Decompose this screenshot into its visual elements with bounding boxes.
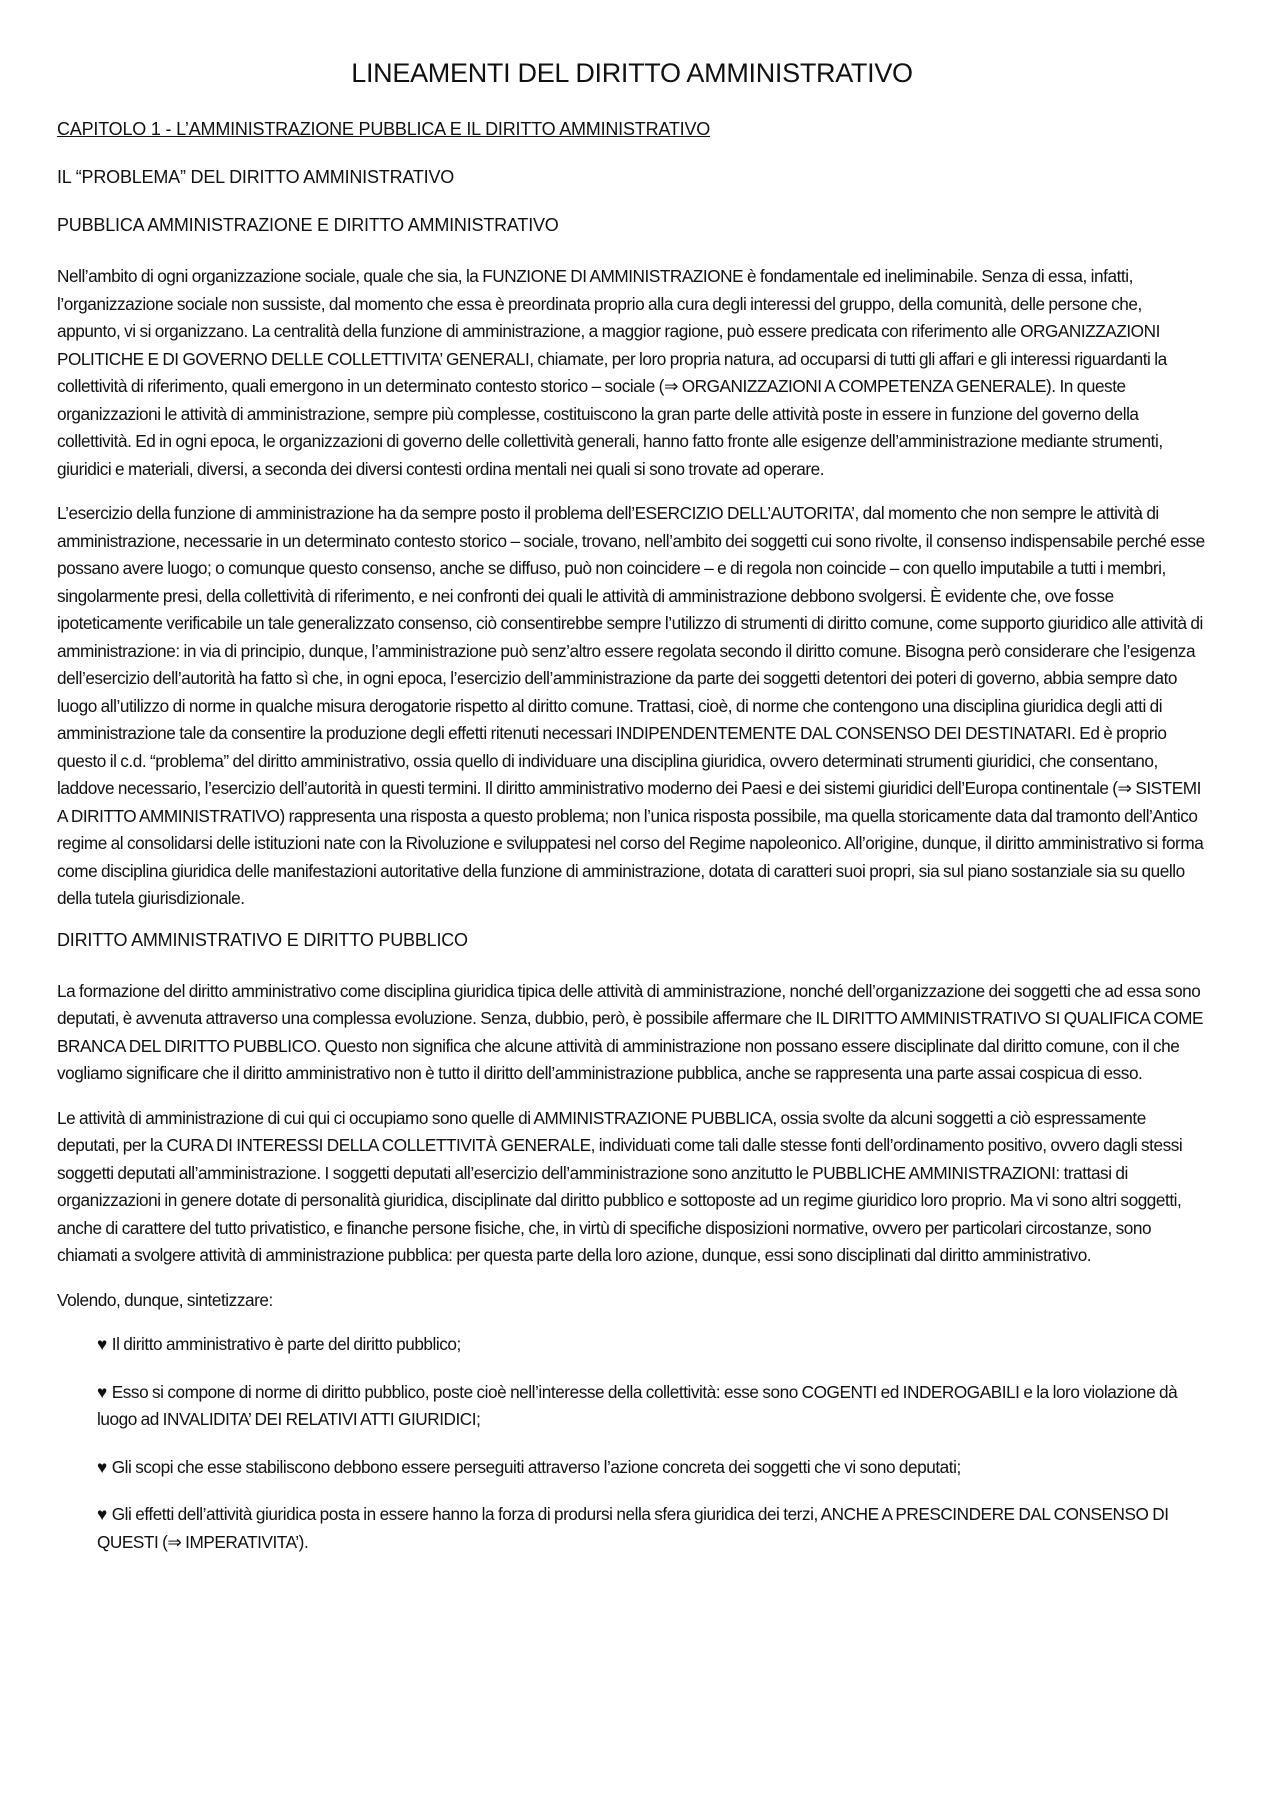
paragraph: Volendo, dunque, sintetizzare: [57, 1289, 273, 1310]
section-heading-pa: PUBBLICA AMMINISTRAZIONE E DIRITTO AMMINISTRATIVO [57, 215, 559, 235]
list-item-text: Esso si compone di norme di diritto pubblico, poste cioè nell’interesse della collettività: esse sono COGENTI ed INDEROGABILI e la loro violazione dà luogo ad INVALIDITA’ DEI RELATIVI ATTI GIURIDICI; [97, 1381, 1178, 1429]
paragraph: Nell’ambito di ogni organizzazione sociale, quale che sia, la FUNZIONE DI AMMINISTRAZIONE è fondamentale ed ineliminabile. Senza di essa, infatti, l’organizzazione sociale non sussiste, dal momento che essa è preordinata proprio alla cura degli interessi del gruppo, della comunità, delle persone che, appunto, vi si organizzano. La centralità della funzione di amministrazione, a maggior ragione, può essere predicata con riferimento alle ORGANIZZAZIONI POLITICHE E DI GOVERNO DELLE COLLETTIVITA’ GENERALI, chiamate, per loro propria natura, ad occuparsi di tutti gli affari e gli interessi riguardanti la collettività di riferimento, quali emergono in un determinato contesto storico – sociale (⇒ ORGANIZZAZIONI A COMPETENZA GENERALE). In queste organizzazioni le attività di amministrazione, sempre più complesse, costituiscono la gran parte delle attività poste in essere in funzione del governo della collettività. Ed in ogni epoca, le organizzazioni di governo delle collettività generali, hanno fatto fronte alle esigenze dell’amministrazione mediante strumenti, giuridici e materiali, diversi, a seconda dei diversi contesti ordina mentali nei quali si sono trovate ad operare. [57, 266, 1167, 479]
list-item [97, 1379, 1207, 1434]
list-item [97, 1331, 1207, 1359]
list-item-text: Il diritto amministrativo è parte del diritto pubblico; [111, 1334, 461, 1354]
heart-bullet-icon: ♥ [97, 1456, 107, 1477]
list-item [97, 1501, 1207, 1556]
document-title: LINEAMENTI DEL DIRITTO AMMINISTRATIVO [351, 58, 913, 88]
list-item-text: Gli scopi che esse stabiliscono debbono essere perseguiti attraverso l’azione concreta dei soggetti che vi sono deputati; [111, 1456, 961, 1477]
heart-bullet-icon: ♥ [97, 1504, 107, 1524]
paragraph: La formazione del diritto amministrativo come disciplina giuridica tipica delle attività di amministrazione, nonché dell’organizzazione dei soggetti che ad essa sono deputati, è avvenuta attraverso una complessa evoluzione. Senza, dubbio, però, è possibile affermare che IL DIRITTO AMMINISTRATIVO SI QUALIFICA COME BRANCA DEL DIRITTO PUBBLICO. Questo non significa che alcune attività di amministrazione non possano essere disciplinate dal diritto comune, con il che vogliamo significare che il diritto amministrativo non è tutto il diritto dell’amministrazione pubblica, anche se rappresenta una parte assai cospicua di esso. [57, 980, 1204, 1083]
chapter-heading: CAPITOLO 1 - L’AMMINISTRAZIONE PUBBLICA E IL DIRITTO AMMINISTRATIVO [57, 119, 711, 139]
section-heading-problem: IL “PROBLEMA” DEL DIRITTO AMMINISTRATIVO [57, 167, 455, 187]
heart-bullet-icon: ♥ [97, 1381, 107, 1402]
paragraph: Le attività di amministrazione di cui qui ci occupiamo sono quelle di AMMINISTRAZIONE PUBBLICA, ossia svolte da alcuni soggetti a ciò espressamente deputati, per la CURA DI INTERESSI DELLA COLLETTIVITÀ GENERALE, individuati come tali dalle stesse fonti dell’ordinamento positivo, ovvero dagli stessi soggetti deputati all’amministrazione. I soggetti deputati all’esercizio dell’amministrazione sono anzitutto le PUBBLICHE AMMINISTRAZIONI: trattasi di organizzazioni in genere dotate di personalità giuridica, disciplinate dal diritto pubblico e sottoposte ad un regime giuridico loro proprio. Ma vi sono altri soggetti, anche di carattere del tutto privatistico, e finanche persone fisiche, che, in virtù di specifiche disposizioni normative, ovvero per particolari circostanze, sono chiamati a svolgere attività di amministrazione pubblica: per questa parte della loro azione, dunque, essi sono disciplinati dal diritto amministrativo. [57, 1107, 1183, 1265]
list-item [97, 1454, 1207, 1482]
summary-list [57, 1331, 1207, 1556]
document-page [57, 40, 1207, 1576]
list-item-text: Gli effetti dell’attività giuridica posta in essere hanno la forza di prodursi nella sfera giuridica dei terzi, ANCHE A PRESCINDERE DAL CONSENSO DI QUESTI (⇒ IMPERATIVITA’). [97, 1504, 1169, 1552]
paragraph: L’esercizio della funzione di amministrazione ha da sempre posto il problema dell’ESERCIZIO DELL’AUTORITA’, dal momento che non sempre le attività di amministrazione, necessarie in un determinato contesto storico – sociale, trovano, nell’ambito dei soggetti cui sono rivolte, il consenso indispensabile perché esse possano avere luogo; o comunque questo consenso, anche se diffuso, può non coincidere – e di regola non coincide – con quello imputabile a tutti i membri, singolarmente presi, della collettività di riferimento, e nei confronti dei quali le attività di amministrazione debbono svolgersi. È evidente che, ove fosse ipoteticamente verificabile un tale generalizzato consenso, ciò consentirebbe sempre l’utilizzo di strumenti di diritto comune, come supporto giuridico alle attività di amministrazione: in via di principio, dunque, l’amministrazione può senz’altro essere regolata secondo il diritto comune. Bisogna però considerare che l’esigenza dell’esercizio dell’autorità ha fatto sì che, in ogni epoca, l’esercizio dell’amministrazione da parte dei soggetti detentori dei poteri di governo, abbia sempre dato luogo all’utilizzo di norme in qualche misura derogatorie rispetto al diritto comune. Trattasi, cioè, di norme che contengono una disciplina giuridica degli atti di amministrazione tale da consentire la produzione degli effetti ritenuti necessari INDIPENDENTEMENTE DAL CONSENSO DEI DESTINATARI. Ed è proprio questo il c.d. “problema” del diritto amministrativo, ossia quello di individuare una disciplina giuridica, ovvero determinati strumenti giuridici, che consentano, laddove necessario, l’esercizio dell’autorità in questi termini. Il diritto amministrativo moderno dei Paesi e dei sistemi giuridici dell’Europa continentale (⇒ SISTEMI A DIRITTO AMMINISTRATIVO) rappresenta una risposta a questo problema; non l’unica risposta possibile, ma quella storicamente data dal tramonto dell’Antico regime al consolidarsi delle istituzioni nate con la Rivoluzione e sviluppatesi nel corso del Regime napoleonico. All’origine, dunque, il diritto amministrativo si forma come disciplina giuridica delle manifestazioni autoritative della funzione di amministrazione, dotata di caratteri suoi propri, sia sul piano sostanziale sia su quello della tutela giurisdizionale. [57, 503, 1205, 908]
heart-bullet-icon: ♥ [97, 1334, 107, 1354]
section-heading-public-law: DIRITTO AMMINISTRATIVO E DIRITTO PUBBLICO [57, 929, 468, 950]
